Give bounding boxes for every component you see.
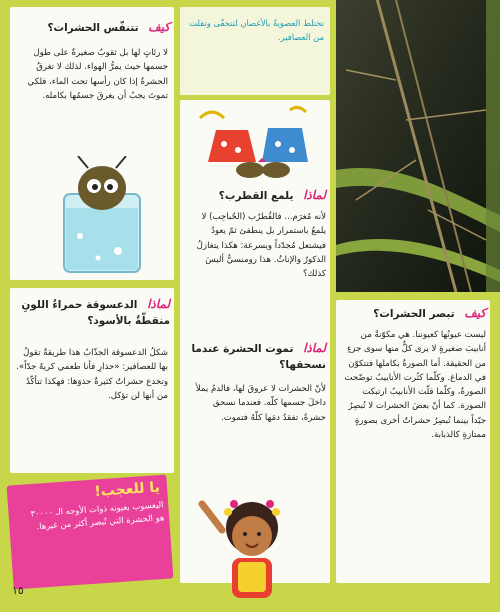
wonder-text: اليعسوب بعيونه ذوات الأوجه الـ ٣٠٠٠٠ هو الحشرة التي تُبصر أكثر من غيرها. xyxy=(30,499,165,531)
breathing-text: لا رئاتٍ لها بل ثقوبٌ صغيرةٌ على طول جسمها حيث يمرُّ الهواء. لذلك لا تغرقُ الحشرةُ إذا كان رأسها تحت الماء، فلكي تموتَ يجبُ أن يغرقَ جسمُها بكامله. xyxy=(27,48,168,101)
crush-text: لأنّ الحشرات لا عروقَ لها، فالدمُ يملأ داخلَ جسمها كلّه. فعندما نسحق حشرةً، تفقدُ دمَها كلّهُ فتموت. xyxy=(195,384,326,423)
photo-caption: تختلط العصويةُ بالأغصان لتتخفّى وتفلت من العصافير. xyxy=(189,18,324,42)
crush-tag: لماذا xyxy=(303,341,326,355)
ladybug-title: الدعسوقة حمراءُ اللونِ منقطّةٌ بالأسود؟ xyxy=(21,299,170,327)
breathing-title: تتنفّس الحشرات؟ xyxy=(47,22,139,34)
eyes-heading xyxy=(340,306,486,320)
crush-heading xyxy=(186,340,326,373)
breathing-tag: كيف xyxy=(148,20,170,34)
night-insects-illustration xyxy=(190,100,326,182)
firefly-text: لأنه مُغرَم... فالقُطرُب (الحُباحِب) لا يلمعُ باستمرار بل ينطفئ ثمّ يعودُ فيشتعل مُجدّداً وبسرعة: هكذا يتغازلُ الذكورُ والإناثُ. هذا رومنسيٌّ أليسَ كذلك؟ xyxy=(196,212,326,280)
crush-title: تموت الحشرة عندما نسحقها؟ xyxy=(191,343,326,371)
firefly-heading xyxy=(186,188,326,202)
ladybug-heading xyxy=(14,296,170,329)
firefly-tag: لماذا xyxy=(303,188,326,202)
ladybug-text: شكلُ الدعسوقة الجذّابُ هذا طريقةٌ تقولُ بها للعصافير: «حذارِ فأنا طعمي كريهٌ جدّاً». وتخدع حشراتٌ كثيرةٌ حذوَها: فهكذا تتأكّدُ من أنها لن تؤكل. xyxy=(16,348,168,401)
wonder-title: يا للعجب! xyxy=(93,479,161,501)
eyes-tag: كيف xyxy=(464,306,486,320)
breathing-heading xyxy=(14,20,170,34)
page-number: ١٥ xyxy=(12,584,24,597)
girl-illustration xyxy=(196,486,292,606)
eyes-text: ليست عيونُها كعيوننا. هي مكوّنةٌ من أنابيبَ صغيرةٍ لا يرى كلٌّ منها سوى جزءٍ من الحقيقة. أما الصورةُ بكاملها فتتكوّن في الدماغ. وكلّما كثُرت الأنابيبُ توضّحت الصورةُ، وكلّما قلّت الأنابيبُ ارتبكت الصورة. كما أنّ بعضَ الحشرات لا تُبصِرُ جيّداً بينما تُبصِرُ حشراتٌ أخرى بصورةٍ ممتازةٍ كالذبابة. xyxy=(344,330,486,441)
ladybug-tag: لماذا xyxy=(147,297,170,311)
eyes-title: تبصر الحشرات؟ xyxy=(373,308,455,320)
insect-in-water-illustration xyxy=(58,156,146,276)
stick-insect-photo xyxy=(336,0,500,292)
firefly-title: يلمع القطرب؟ xyxy=(218,190,294,202)
